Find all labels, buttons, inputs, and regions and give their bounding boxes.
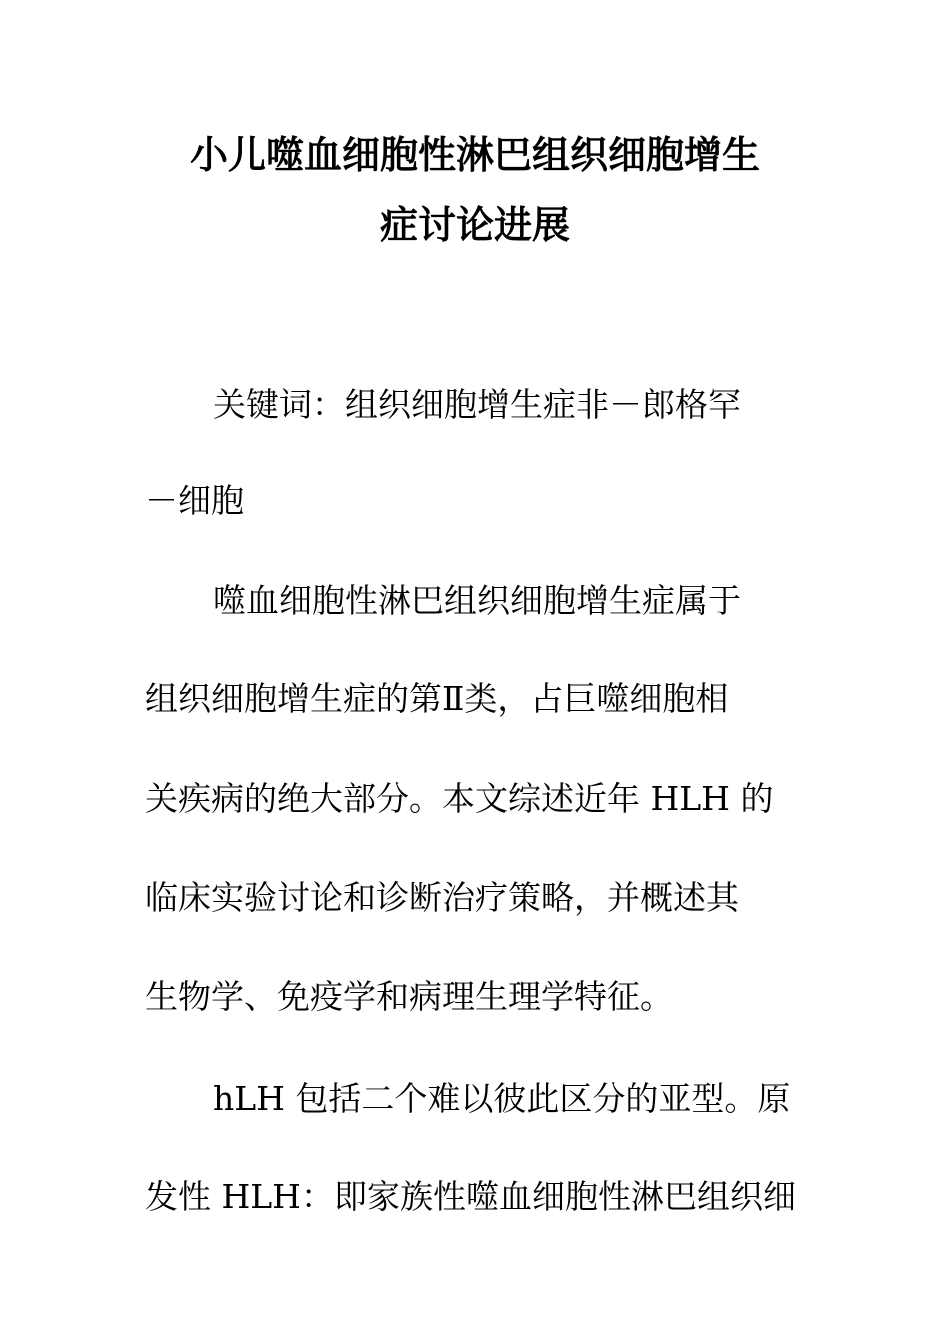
paragraph-1-line-5: 生物学、免疫学和病理生理学特征。	[145, 977, 673, 1016]
keywords-line-1: 关键词：组织细胞增生症非－郎格罕	[213, 385, 741, 424]
keywords-line-2: －细胞	[145, 481, 244, 520]
paragraph-1-line-1: 噬血细胞性淋巴组织细胞增生症属于	[213, 581, 741, 620]
paragraph-1-line-3: 关疾病的绝大部分。本文综述近年 HLH 的	[145, 779, 774, 818]
paragraph-2-line-1: hLH 包括二个难以彼此区分的亚型。原	[213, 1079, 791, 1118]
paragraph-1-line-4: 临床实验讨论和诊断治疗策略，并概述其	[145, 878, 739, 917]
paragraph-2-line-2: 发性 HLH：即家族性噬血细胞性淋巴组织细	[145, 1177, 796, 1216]
paragraph-1-line-2: 组织细胞增生症的第Ⅱ类，占巨噬细胞相	[145, 679, 729, 718]
title-line-2: 症讨论进展	[379, 202, 570, 247]
title-line-1: 小儿噬血细胞性淋巴组织细胞增生	[189, 132, 760, 177]
